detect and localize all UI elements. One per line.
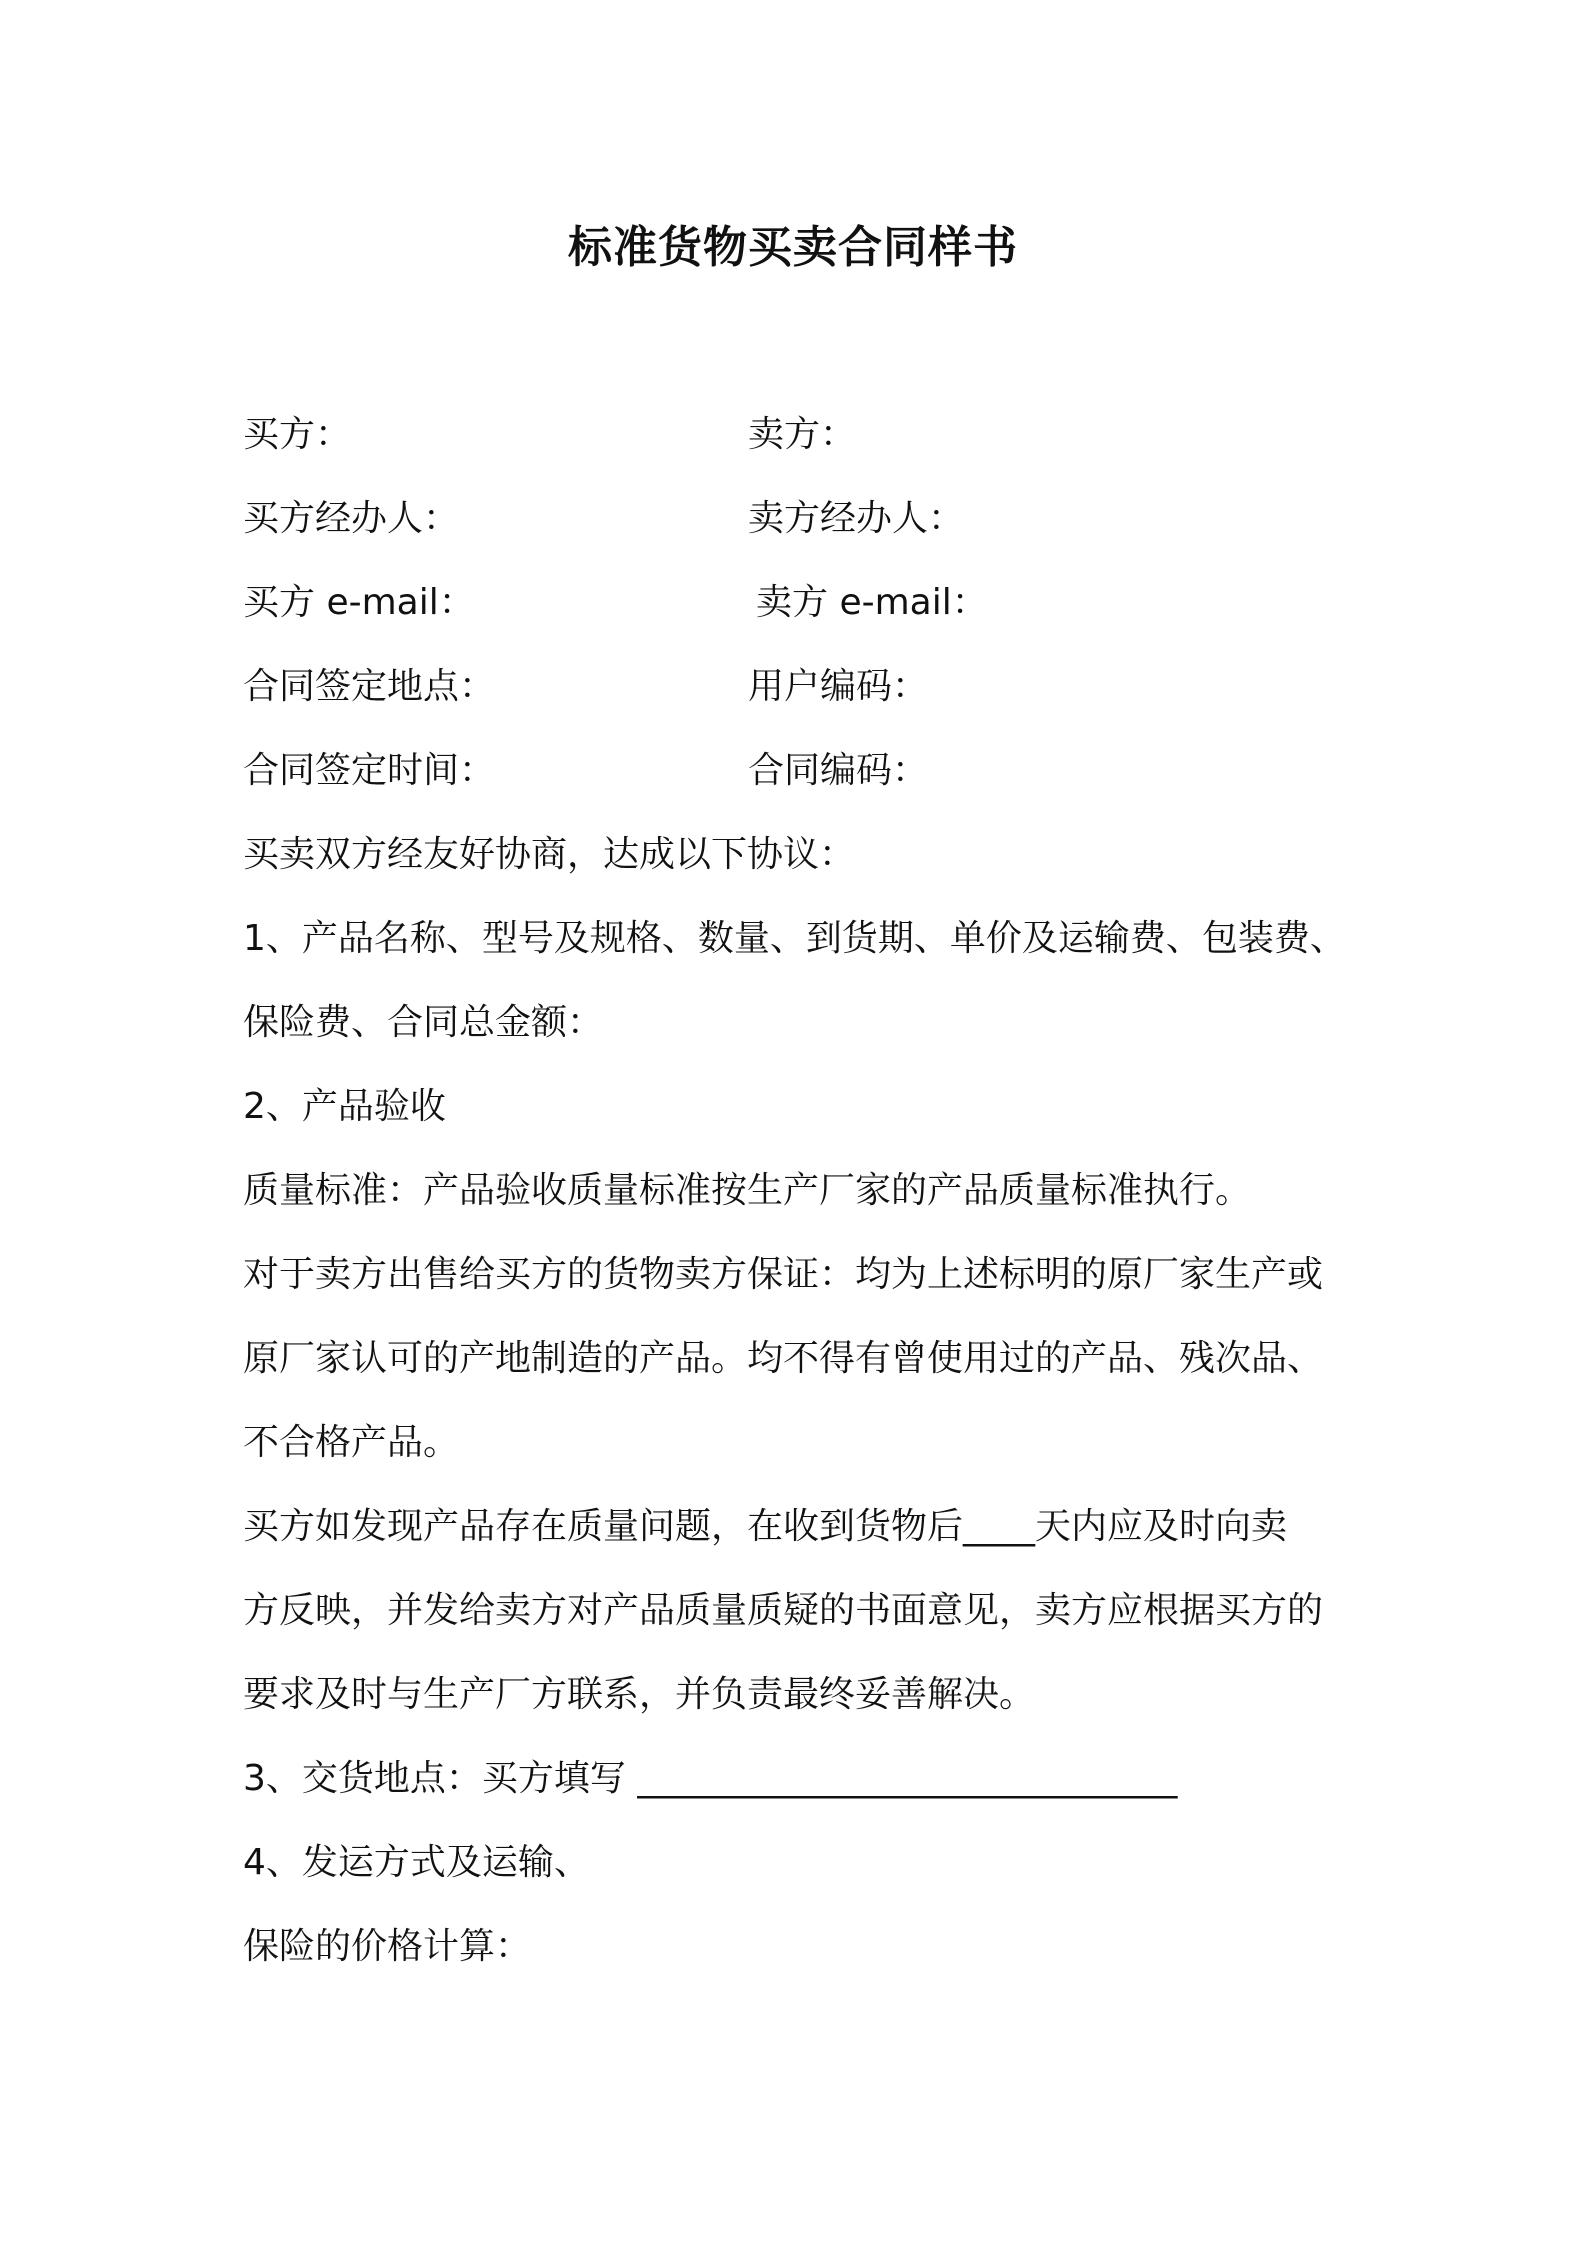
sign-place-label: 合同签定地点：: [243, 666, 496, 707]
clause-2-heading: 2、产品验收: [243, 1086, 446, 1127]
contract-code-label: 合同编码：: [748, 750, 929, 791]
clause-4-line-1: 4、发运方式及运输、: [243, 1842, 590, 1883]
seller-label: 卖方：: [748, 414, 857, 455]
seller-guarantee-line-1: 对于卖方出售给买方的货物卖方保证：均为上述标明的原厂家生产或: [243, 1254, 1324, 1295]
sign-time-label: 合同签定时间：: [243, 750, 496, 791]
clause-4-line-2: 保险的价格计算：: [243, 1926, 532, 1967]
buyer-agent-label: 买方经办人：: [243, 498, 460, 539]
quality-standard: 质量标准：产品验收质量标准按生产厂家的产品质量标准执行。: [243, 1170, 1252, 1211]
clause-1-line-2: 保险费、合同总金额：: [243, 1002, 604, 1043]
clause-3-delivery-place: 3、交货地点：买方填写 ______________________________: [243, 1758, 1178, 1799]
quality-issue-line-2: 方反映，并发给卖方对产品质量质疑的书面意见，卖方应根据买方的: [243, 1590, 1324, 1631]
seller-email-label: 卖方 e-mail：: [756, 582, 988, 623]
agreement-intro: 买卖双方经友好协商，达成以下协议：: [243, 834, 856, 875]
seller-agent-label: 卖方经办人：: [748, 498, 965, 539]
seller-guarantee-line-2: 原厂家认可的产地制造的产品。均不得有曾使用过的产品、残次品、: [243, 1338, 1324, 1379]
user-code-label: 用户编码：: [748, 666, 929, 707]
quality-issue-line-1: 买方如发现产品存在质量问题，在收到货物后____天内应及时向卖: [243, 1506, 1288, 1547]
quality-issue-line-3: 要求及时与生产厂方联系，并负责最终妥善解决。: [243, 1674, 1036, 1715]
buyer-label: 买方：: [243, 414, 352, 455]
buyer-email-label: 买方 e-mail：: [243, 582, 475, 623]
clause-1-line-1: 1、产品名称、型号及规格、数量、到货期、单价及运输费、包装费、: [243, 918, 1346, 959]
document-title: 标准货物买卖合同样书: [568, 222, 1018, 273]
seller-guarantee-line-3: 不合格产品。: [243, 1422, 460, 1463]
